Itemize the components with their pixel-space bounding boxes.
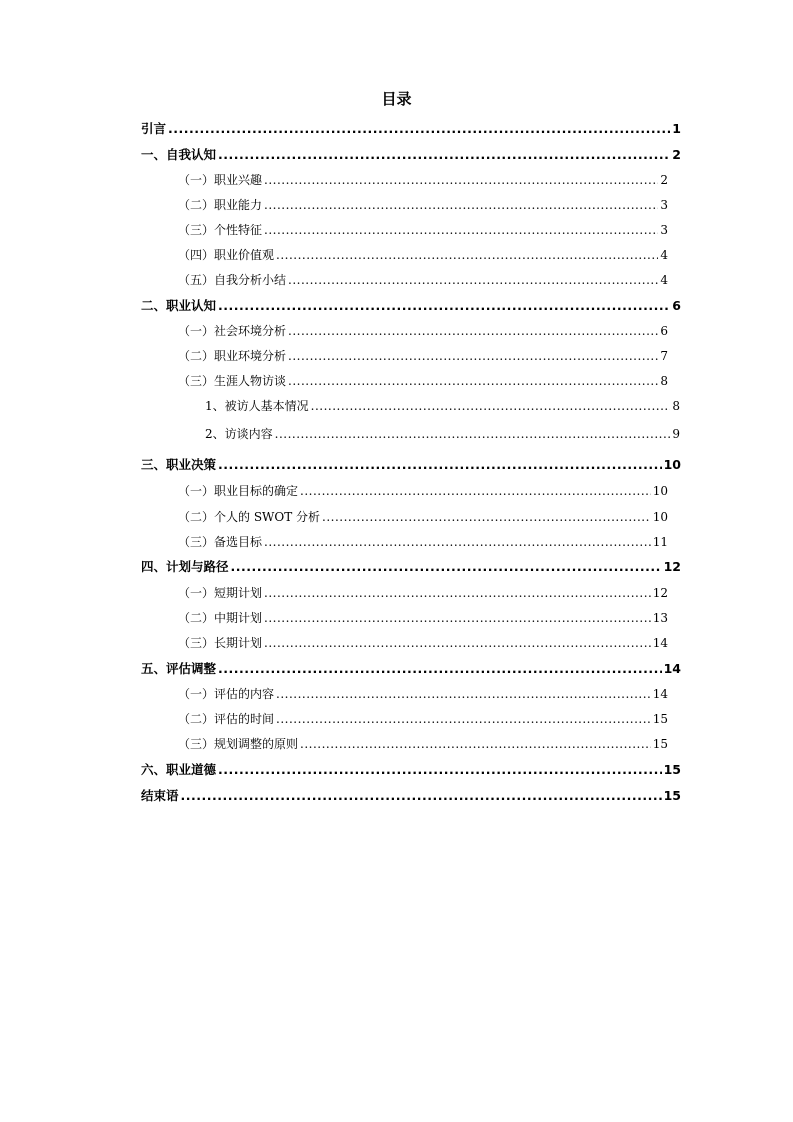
toc-leader-dots — [288, 374, 658, 388]
toc-page-number: 4 — [660, 248, 668, 262]
toc-entry[interactable] — [141, 761, 681, 777]
toc-page-number: 3 — [660, 223, 668, 237]
toc-entry-label: （二）中期计划 — [178, 611, 263, 625]
toc-entry-label: （一）职业兴趣 — [178, 173, 263, 187]
toc-page-number: 2 — [672, 147, 681, 162]
toc-entry[interactable] — [178, 609, 668, 625]
toc-page-number: 14 — [652, 636, 668, 650]
toc-leader-dots — [218, 148, 670, 162]
toc-leader-dots — [276, 248, 658, 262]
toc-entry[interactable] — [141, 297, 681, 313]
toc-entry-label: （四）职业价值观 — [178, 248, 275, 262]
toc-page-number: 15 — [663, 762, 681, 777]
toc-entry-label: （二）职业能力 — [178, 198, 263, 212]
toc-entry-label: 一、自我认知 — [141, 147, 217, 162]
toc-page-number: 10 — [663, 457, 681, 472]
toc-leader-dots — [264, 611, 651, 625]
toc-leader-dots — [276, 712, 651, 726]
toc-page-number: 10 — [652, 484, 668, 498]
toc-entry-label: 1、被访人基本情况 — [205, 399, 309, 413]
toc-page-number: 15 — [652, 712, 668, 726]
toc-entry[interactable] — [178, 482, 668, 498]
toc-leader-dots — [264, 535, 651, 549]
toc-leader-dots — [300, 484, 651, 498]
toc-leader-dots — [218, 458, 662, 472]
toc-leader-dots — [275, 427, 671, 441]
toc-leader-dots — [311, 399, 671, 413]
toc-leader-dots — [231, 560, 662, 574]
toc-entry-label: 五、评估调整 — [141, 661, 217, 676]
toc-entry-label: （一）短期计划 — [178, 586, 263, 600]
toc-leader-dots — [264, 173, 658, 187]
toc-page-number: 11 — [652, 535, 668, 549]
toc-entry[interactable] — [205, 425, 680, 441]
toc-entry-label: 引言 — [141, 121, 167, 136]
toc-entry[interactable] — [178, 196, 668, 212]
toc-entry[interactable] — [178, 347, 668, 363]
toc-entry[interactable] — [178, 710, 668, 726]
toc-page-number: 10 — [652, 510, 668, 524]
toc-page-number: 9 — [672, 427, 680, 441]
toc-page-number: 8 — [672, 399, 680, 413]
toc-leader-dots — [264, 636, 651, 650]
toc-entry-label: （二）个人的 SWOT 分析 — [178, 510, 321, 524]
toc-leader-dots — [218, 763, 662, 777]
toc-entry[interactable] — [178, 271, 668, 287]
toc-entry-label: 结束语 — [141, 788, 179, 803]
toc-page-number: 2 — [660, 173, 668, 187]
toc-entry[interactable] — [141, 558, 681, 574]
toc-page-number: 7 — [660, 349, 668, 363]
toc-entry-label: （一）职业目标的确定 — [178, 484, 299, 498]
toc-page-number: 12 — [652, 586, 668, 600]
toc-page-number: 8 — [660, 374, 668, 388]
toc-entry[interactable] — [178, 322, 668, 338]
toc-leader-dots — [218, 662, 662, 676]
toc-page-number: 6 — [672, 298, 681, 313]
toc-page-number: 15 — [663, 788, 681, 803]
toc-page-number: 4 — [660, 273, 668, 287]
toc-entry-label: （三）规划调整的原则 — [178, 737, 299, 751]
toc-page-number: 12 — [663, 559, 681, 574]
toc-entry-label: （三）个性特征 — [178, 223, 263, 237]
toc-page-number: 14 — [663, 661, 681, 676]
toc-leader-dots — [288, 324, 658, 338]
toc-entry[interactable] — [141, 787, 681, 803]
toc-leader-dots — [168, 122, 670, 136]
toc-leader-dots — [218, 299, 670, 313]
toc-entry-label: 六、职业道德 — [141, 762, 217, 777]
toc-entry[interactable] — [141, 146, 681, 162]
toc-entry[interactable] — [178, 372, 668, 388]
toc-entry-label: 2、访谈内容 — [205, 427, 273, 441]
toc-leader-dots — [264, 586, 651, 600]
toc-leader-dots — [288, 273, 658, 287]
toc-entry[interactable] — [178, 221, 668, 237]
toc-entry-label: 二、职业认知 — [141, 298, 217, 313]
toc-entry[interactable] — [178, 533, 668, 549]
toc-leader-dots — [300, 737, 651, 751]
toc-entry[interactable] — [178, 508, 668, 524]
toc-entry[interactable] — [178, 634, 668, 650]
toc-entry-label: （二）职业环境分析 — [178, 349, 287, 363]
toc-entry[interactable] — [141, 120, 681, 136]
toc-entry-label: （一）评估的内容 — [178, 687, 275, 701]
toc-leader-dots — [264, 198, 658, 212]
toc-page-number: 14 — [652, 687, 668, 701]
toc-entry[interactable] — [178, 685, 668, 701]
toc-entry[interactable] — [178, 171, 668, 187]
toc-entry[interactable] — [178, 735, 668, 751]
toc-entry-label: 三、职业决策 — [141, 457, 217, 472]
toc-entry-label: （三）备选目标 — [178, 535, 263, 549]
toc-leader-dots — [322, 510, 651, 524]
toc-entry-label: （三）生涯人物访谈 — [178, 374, 287, 388]
toc-leader-dots — [288, 349, 658, 363]
toc-page-number: 6 — [660, 324, 668, 338]
toc-entry[interactable] — [141, 660, 681, 676]
toc-leader-dots — [276, 687, 651, 701]
page-title: 目录 — [381, 90, 412, 108]
toc-leader-dots — [264, 223, 658, 237]
toc-entry-label: （三）长期计划 — [178, 636, 263, 650]
toc-leader-dots — [181, 789, 662, 803]
toc-page-number: 13 — [652, 611, 668, 625]
toc-entry[interactable] — [141, 456, 681, 472]
toc-entry[interactable] — [178, 584, 668, 600]
toc-entry-label: （五）自我分析小结 — [178, 273, 287, 287]
toc-entry-label: （一）社会环境分析 — [178, 324, 287, 338]
toc-entry-label: 四、计划与路径 — [141, 559, 229, 574]
toc-entry[interactable] — [178, 246, 668, 262]
toc-page-number: 15 — [652, 737, 668, 751]
toc-entry[interactable] — [205, 397, 680, 413]
toc-entry-label: （二）评估的时间 — [178, 712, 275, 726]
toc-page-number: 1 — [672, 121, 681, 136]
toc-page-number: 3 — [660, 198, 668, 212]
